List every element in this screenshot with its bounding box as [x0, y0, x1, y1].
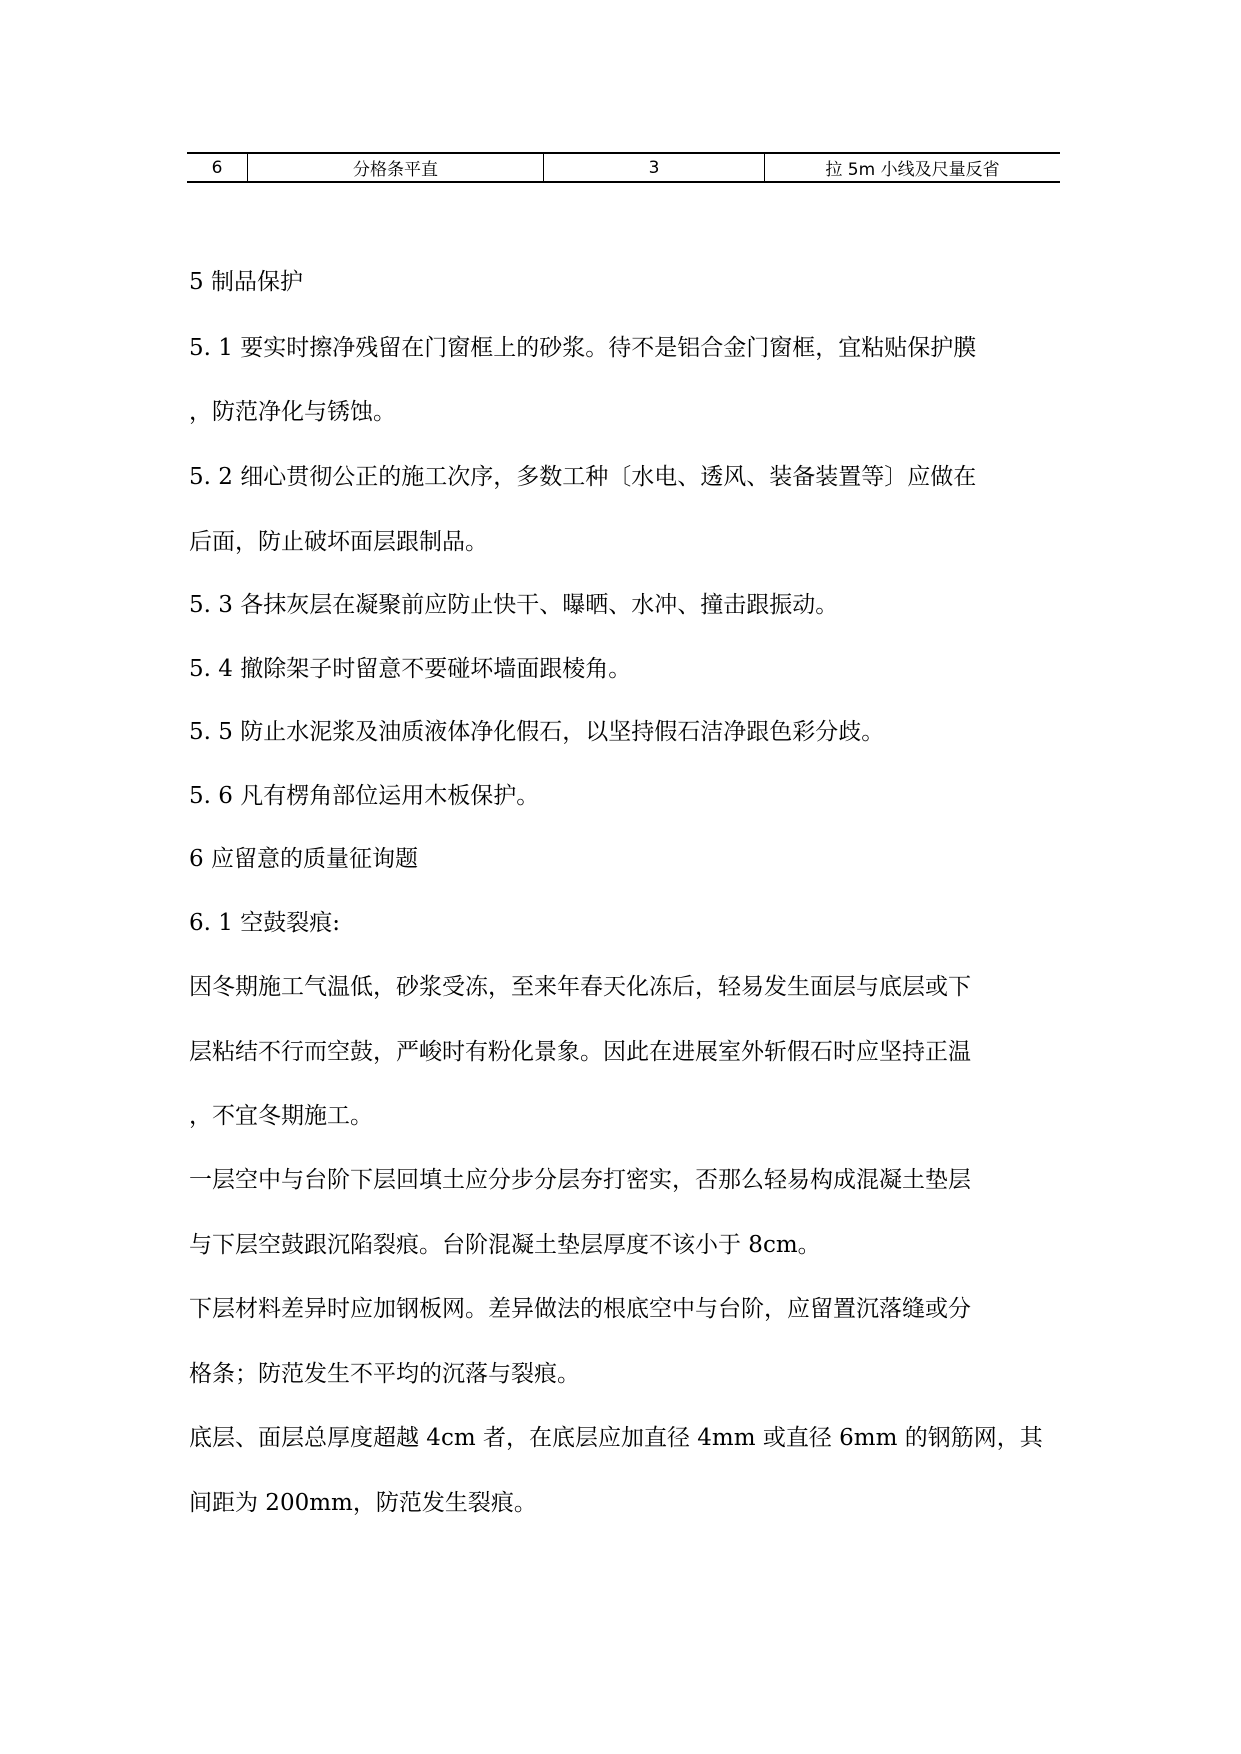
section-heading: 5 制品保护	[189, 269, 303, 295]
paragraph-line: 5. 6 凡有楞角部位运用木板保护。	[189, 783, 540, 809]
subsection-heading: 6. 1 空鼓裂痕:	[189, 910, 340, 936]
paragraph-line: 5. 2 细心贯彻公正的施工次序，多数工种〔水电、透风、装备装置等〕应做在	[189, 464, 977, 490]
table-cell-number: 6	[211, 157, 223, 178]
paragraph-line: ，防范净化与锈蚀。	[189, 399, 396, 425]
paragraph-line: 5. 5 防止水泥浆及油质液体净化假石，以坚持假石洁净跟色彩分歧。	[189, 719, 885, 745]
paragraph-line: 因冬期施工气温低，砂浆受冻，至来年春天化冻后，轻易发生面层与底层或下	[189, 974, 971, 1000]
table-cell-method: 拉 5m 小线及尺量反省	[764, 154, 1060, 181]
paragraph-line: 5. 1 要实时擦净残留在门窗框上的砂浆。待不是铝合金门窗框，宜粘贴保护膜	[189, 335, 977, 361]
paragraph-line: 后面，防止破坏面层跟制品。	[189, 529, 488, 555]
paragraph-line: 与下层空鼓跟沉陷裂痕。台阶混凝土垫层厚度不该小于 8cm。	[189, 1232, 821, 1258]
paragraph-line: 一层空中与台阶下层回填土应分步分层夯打密实，否那么轻易构成混凝土垫层	[189, 1167, 971, 1193]
paragraph-line: 5. 3 各抹灰层在凝聚前应防止快干、曝晒、水冲、撞击跟振动。	[189, 592, 839, 618]
paragraph-line: 下层材料差异时应加钢板网。差异做法的根底空中与台阶，应留置沉落缝或分	[189, 1296, 971, 1322]
table-row	[187, 152, 1060, 183]
paragraph-line: 5. 4 撤除架子时留意不要碰坏墙面跟棱角。	[189, 656, 632, 682]
paragraph-line: 间距为 200mm，防范发生裂痕。	[189, 1490, 537, 1516]
section-heading: 6 应留意的质量征询题	[189, 846, 418, 872]
table-cell-item: 分格条平直	[247, 154, 543, 181]
table-cell-tolerance: 3	[543, 154, 764, 181]
paragraph-line: 层粘结不行而空鼓，严峻时有粉化景象。因此在进展室外斩假石时应坚持正温	[189, 1039, 971, 1065]
paragraph-line: 格条；防范发生不平均的沉落与裂痕。	[189, 1361, 580, 1387]
paragraph-line: 底层、面层总厚度超越 4cm 者，在底层应加直径 4mm 或直径 6mm 的钢筋网，其	[189, 1425, 1043, 1451]
paragraph-line: ，不宜冬期施工。	[189, 1103, 373, 1129]
